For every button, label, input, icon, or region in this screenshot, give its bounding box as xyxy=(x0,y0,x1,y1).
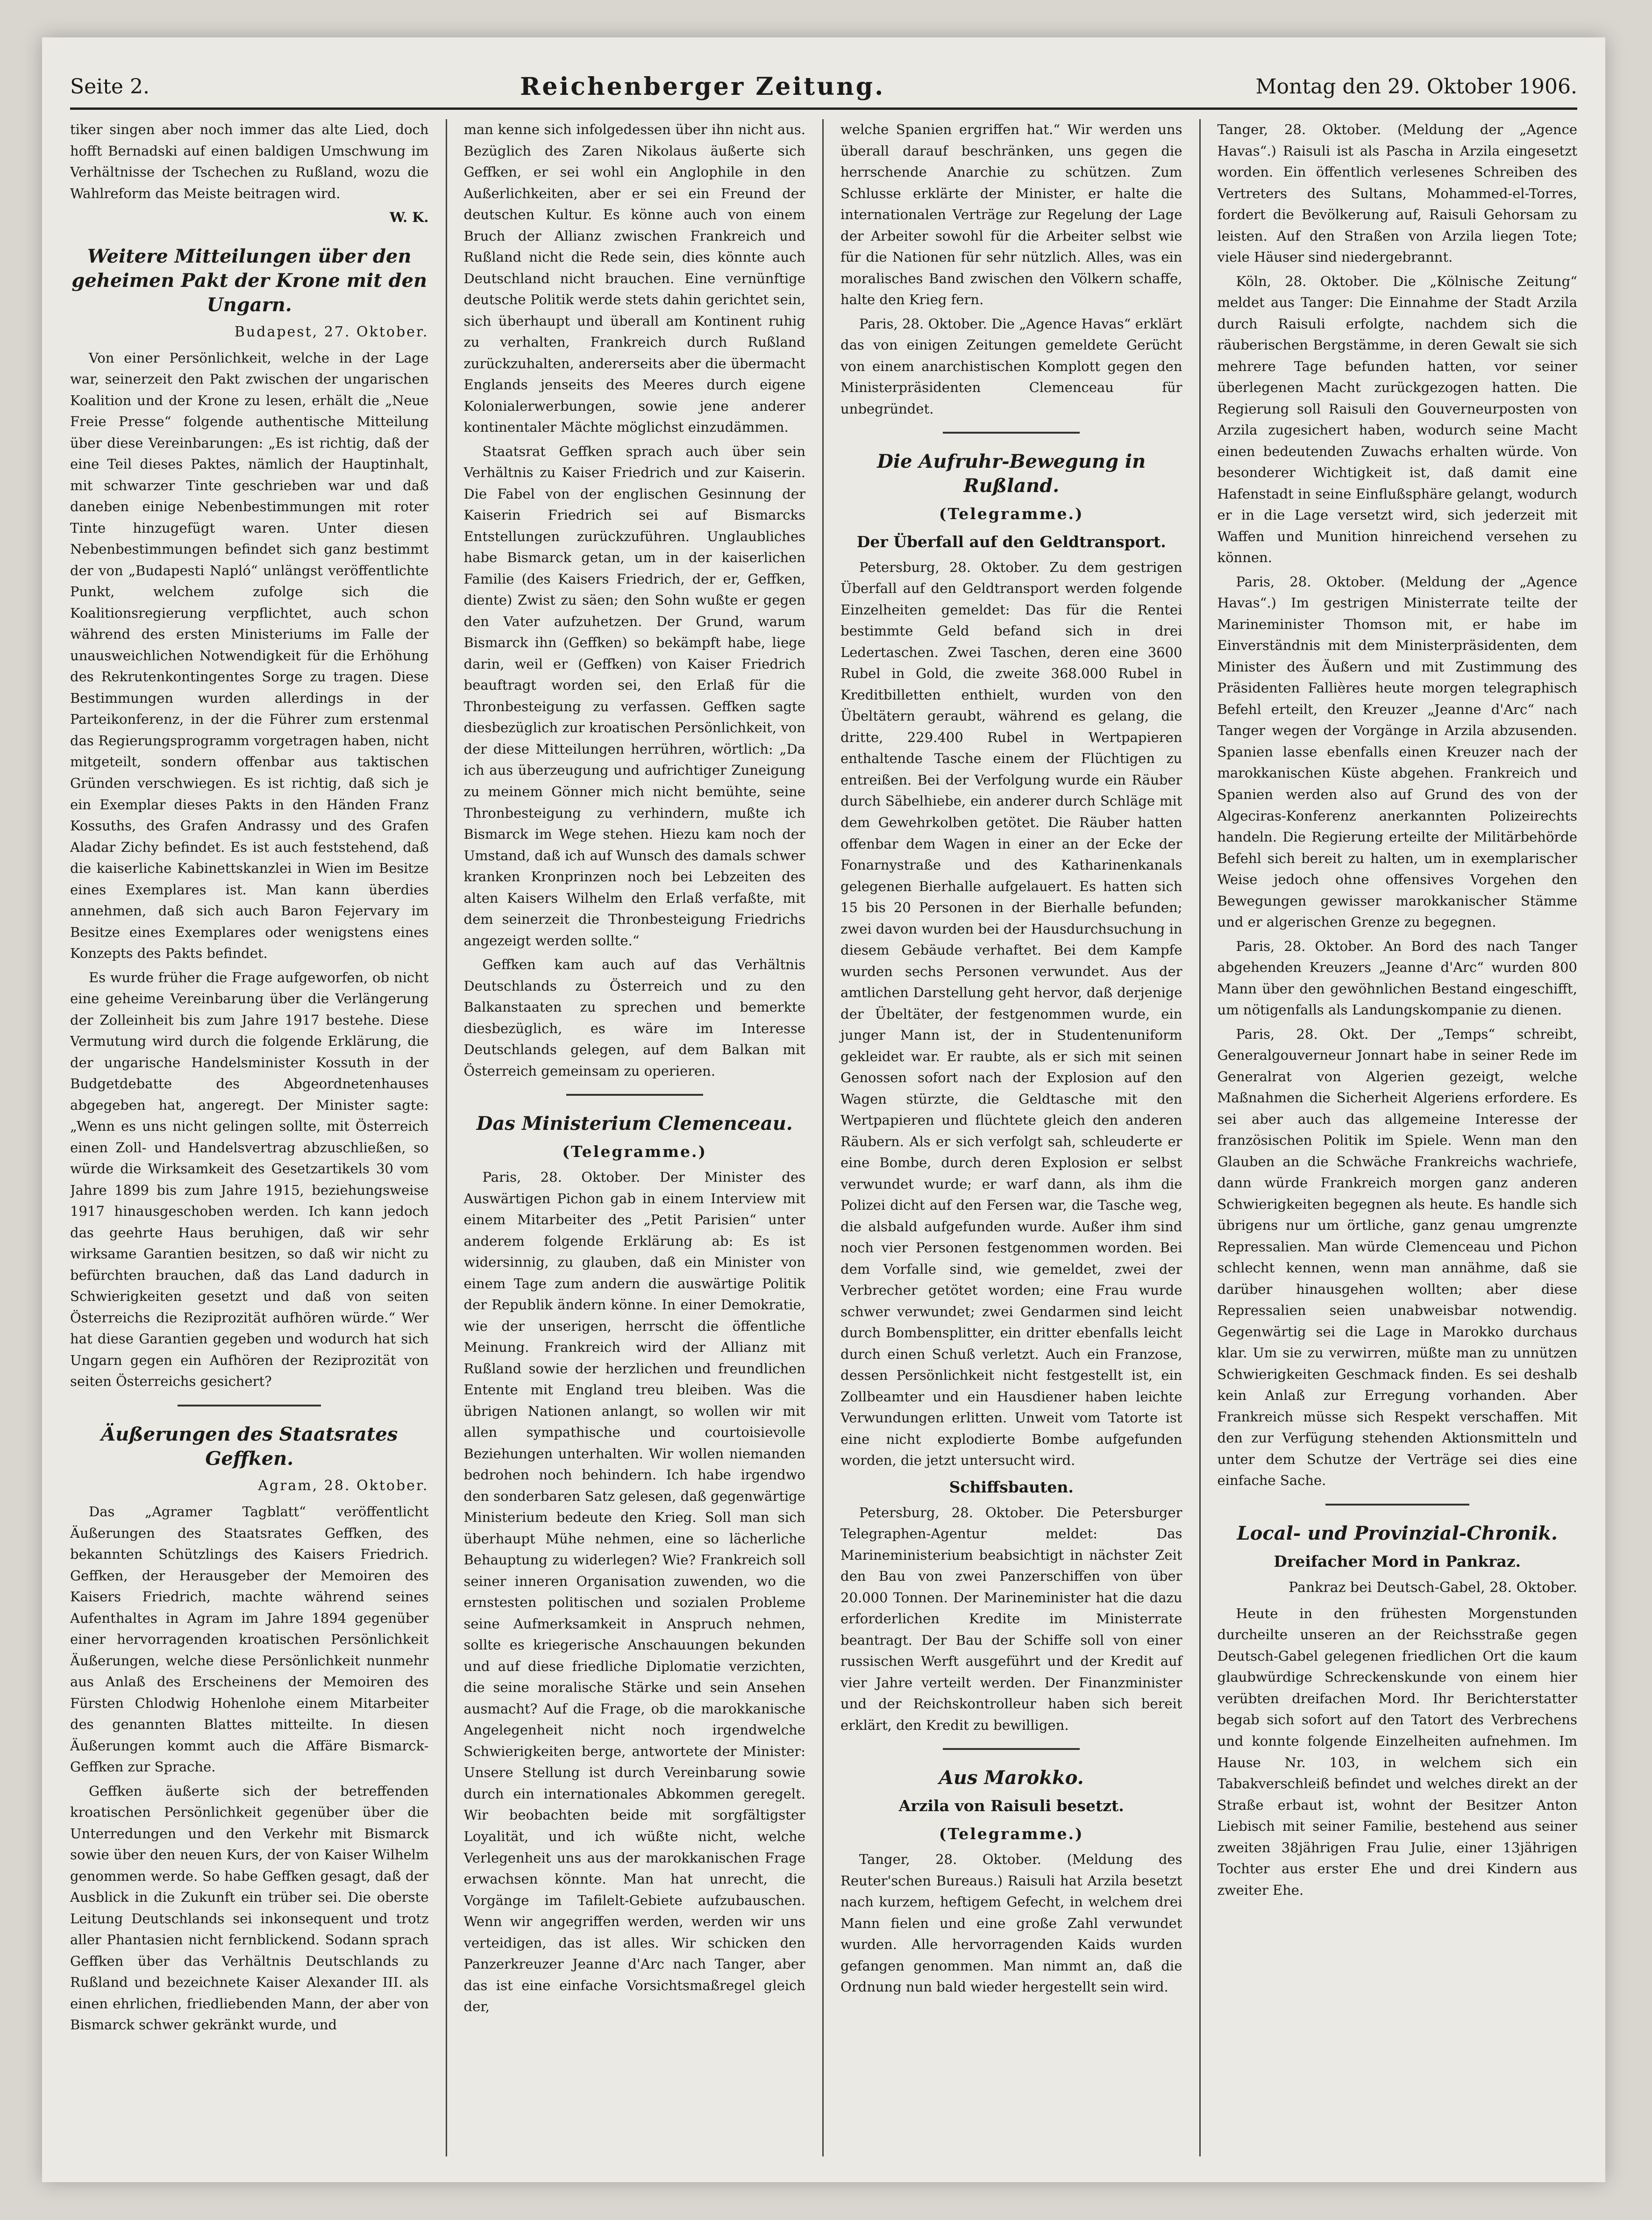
column-4 xyxy=(1201,119,1578,2156)
paragraph: Geffken kam auch auf das Verhältnis Deutschlands zu Österreich und zu den Balkanstaaten zu sprechen und bemerkte diesbezüglich, es wäre im Interesse Deutschlands gelegen, auf dem Balkan mit Österreich gemeinsam zu operieren. xyxy=(463,957,805,1079)
column-1 xyxy=(70,119,447,2156)
page-number: Seite 2. xyxy=(70,74,150,99)
issue-date: Montag den 29. Oktober 1906. xyxy=(1255,74,1577,99)
headline: Äußerungen des Staatsrates Geffken. xyxy=(101,1423,398,1470)
paragraph: Paris, 28. Okt. Der „Temps“ schreibt, Generalgouverneur Jonnart habe in seiner Rede im Generalrat von Algerien gezeigt, welche Maßnahmen die Sicherheit Algeriens erfordere. Es sei aber auch das allgemeine Interesse der französischen Politik im Spiele. Wenn man den Glauben an die Schwäche Frankreichs wachriefe, dann würde Frankreich morgen ganz anderen Schwierigkeiten begegnen als heute. Es handle sich übrigens nur um örtliche, ganz genau umgrenzte Repressalien. Man würde Clemenceau und Pichon schlecht kennen, wenn man annähme, daß sie darüber hinausgehen wollten; aber diese Repressalien seien unabweisbar notwendig. Gegenwärtig sei die Lage in Marokko durchaus klar. Um sie zu verwirren, müßte man zu unnützen Schwierigkeiten Geschmack finden. Es sei deshalb kein Anlaß zur Erregung vorhanden. Aber Frankreich müsse sich Respekt verschaffen. Mit den zur Verfügung stehenden Aktionsmitteln und unter dem Schutze der Verträge sei dies eine einfache Sache. xyxy=(1217,1026,1577,1489)
dateline: Agram, 28. Oktober. xyxy=(258,1477,429,1494)
divider xyxy=(1325,1504,1469,1506)
divider xyxy=(943,1748,1080,1750)
masthead xyxy=(70,65,1577,110)
subheadline: (Telegramme.) xyxy=(939,505,1084,523)
paragraph: Paris, 28. Oktober. Die „Agence Havas“ erklärt das von einigen Zeitungen gemeldete Gerücht von einem anarchistischen Komplott gegen den Ministerpräsidenten Clemenceau für unbegründet. xyxy=(840,315,1182,417)
paragraph: Das „Agramer Tagblatt“ veröffentlicht Äußerungen des Staatsrates Geffken, des bekannten Schützlings des Kaisers Friedrich. Geffken, der Herausgeber der Memoiren des Kaisers Friedrich, machte während seines Aufenthaltes in Agram im Jahre 1894 gegenüber einer hervorragenden kroatischen Persönlichkeit Äußerungen, welche diese Persönlichkeit nunmehr aus Anlaß des Erscheinens der Memoiren des Fürsten Chlodwig Hohenlohe einem Mitarbeiter des genannten Blattes mitteilte. In diesen Äußerungen kommt auch die Affäre Bismarck-Geffken zur Sprache. xyxy=(70,1504,429,1775)
author-signature: W. K. xyxy=(389,209,429,226)
paragraph: Staatsrat Geffken sprach auch über sein Verhältnis zu Kaiser Friedrich und zur Kaiserin. Die Fabel von der englischen Gesinnung der Kaiserin Friedrich sei auf Bismarcks Entstellungen zurückzuführen. Unglaubliches habe Bismarck getan, um in der kaiserlichen Familie (des Kaisers Friedrich, der er, Geffken, diente) Zwist zu säen; den Sohn wußte er gegen den Vater aufzuhetzen. Der Grund, warum Bismarck ihn (Geffken) so bekämpft habe, liege darin, weil er (Geffken) von Kaiser Friedrich beauftragt worden sei, den Erlaß für die Thronbesteigung zu verfassen. Geffken sagte diesbezüglich zur kroatischen Persönlichkeit, von der diese Mitteilungen herrühren, wörtlich: „Da ich aus überzeugung und aufrichtiger Zuneigung zu meinem Gönner mich nicht bemühte, seine Thronbesteigung zu verhindern, mußte ich Bismarck im Wege stehen. Hiezu kam noch der Umstand, daß ich auf Wunsch des damals schwer kranken Kronprinzen noch bei Lebzeiten des alten Kaisers Wilhelm den Erlaß verfaßte, mit dem seinerzeit die Thronbesteigung Friedrichs angezeigt werden sollte.“ xyxy=(463,443,805,949)
paragraph: Tanger, 28. Oktober. (Meldung des Reuter'schen Bureaus.) Raisuli hat Arzila besetzt nach kurzem, heftigem Gefecht, in welchem drei Mann fielen und eine große Zahl verwundet wurden. Alle hervorragenden Kaids wurden gefangen genommen. Man nimmt an, daß die Ordnung nun bald wieder hergestellt sein wird. xyxy=(840,1851,1182,1995)
dateline: Pankraz bei Deutsch-Gabel, 28. Oktober. xyxy=(1289,1579,1577,1596)
newspaper-title: Reichenberger Zeitung. xyxy=(520,72,885,101)
paragraph: Geffken äußerte sich der betreffenden kroatischen Persönlichkeit gegenüber über die Unterredungen und den Verkehr mit Bismarck sowie über den neuen Kurs, der von Kaiser Wilhelm genommen werde. So habe Geffken gesagt, daß der Ausblick in die Zukunft ein trüber sei. Die oberste Leitung Deutschlands sei inkonsequent und trotz aller Phantasien nicht fernblickend. Sodann sprach Geffken über das Verhältnis Deutschlands zu Rußland und bezeichnete Kaiser Alexander III. als einen ehrlichen, friedliebenden Mann, der aber von Bismarck schwer gekränkt wurde, und xyxy=(70,1783,429,2033)
newspaper-page xyxy=(42,37,1605,2182)
headline: Weitere Mitteilungen über den geheimen Pakt der Krone mit den Ungarn. xyxy=(71,245,427,316)
paragraph: man kenne sich infolgedessen über ihn nicht aus. Bezüglich des Zaren Nikolaus äußerte sich Geffken, er sei wohl ein Anglophile in den Außerlichkeiten, aber er sei ein Freund der deutschen Kultur. Es könne auch von einem Bruch der Allianz zwischen Frankreich und Rußland nicht die Rede sein, dies könnte auch Deutschland nicht brauchen. Eine vernünftige deutsche Politik werde stets dahin gerichtet sein, sich überhaupt und überall am Kontinent ruhig zu verhalten, Frankreich durch Rußland zurückzuhalten, andererseits aber die übermacht Englands jenseits des Meeres durch eigene Kolonialerwerbungen, sowie jene anderer kontinentaler Mächte möglichst einzudämmen. xyxy=(463,121,805,435)
divider xyxy=(943,432,1080,434)
paragraph: welche Spanien ergriffen hat.“ Wir werden uns überall darauf beschränken, uns gegen die herrschende Anarchie zu schützen. Zum Schlusse erklärte der Minister, er halte die internationalen Verträge zur Regelung der Lage der Arbeiter sowohl für die Arbeiter selbst wie für die Nationen für sehr nützlich. Alles, was ein moralisches Band zwischen den Völkern schaffe, halte den Krieg fern. xyxy=(840,121,1182,308)
subheadline: (Telegramme.) xyxy=(562,1142,707,1161)
paragraph: Petersburg, 28. Oktober. Zu dem gestrigen Überfall auf den Geldtransport werden folgende Einzelheiten gemeldet: Das für die Rentei bestimmte Geld befand sich in drei Ledertaschen. Zwei Taschen, deren eine 3600 Rubel in Gold, die zweite 368.000 Rubel in Kreditbilletten enthielt, wurden von den Übeltätern geraubt, während es gelang, die dritte, 229.400 Rubel in Wertpapieren enthaltende Tasche einem der Flüchtigen zu entreißen. Bei der Verfolgung wurde ein Räuber durch Säbelhiebe, ein anderer durch Schläge mit dem Gewehrkolben getötet. Die Räuber hatten offenbar dem Wagen in einer an der Ecke der Fonarnystraße und des Katharinenkanals gelegenen Bierhalle aufgelauert. Es hatten sich 15 bis 20 Personen in der Bierhalle befunden; zwei davon wurden bei der Hausdurchsuchung in diesem Gebäude verhaftet. Bei dem Kampfe wurden sechs Personen verwundet. Aus der amtlichen Darstellung geht hervor, daß derjenige der Übeltäter, der festgenommen wurde, ein junger Mann ist, der in Studentenuniform gekleidet war. Er raubte, als er sich mit seinen Genossen sofort nach der Explosion auf den Wagen stürzte, die Geldtasche mit den Wertpapieren und flüchtete gleich den anderen Räubern. Als er sich verfolgt sah, schleuderte er eine Bombe, durch deren Explosion er selbst verwundet wurde; er warf dann, als ihm die Polizei dicht auf den Fersen war, die Tasche weg, die alsbald aufgefunden wurde. Außer ihm sind noch vier Personen festgenommen worden. Bei dem Vorfalle sind, wie gemeldet, zwei der Verbrecher getötet worden; eine Frau wurde schwer verwundet; zwei Gendarmen sind leicht durch Bombensplitter, ein dritter ebenfalls leicht durch einen Schuß verletzt. Auch ein Franzose, dessen Persönlichkeit nicht festgestellt ist, ein Zollbeamter und ein Hausdiener haben leichte Verwundungen erlitten. Unweit vom Tatorte ist eine nicht explodierte Bombe aufgefunden worden, die jetzt untersucht wird. xyxy=(840,559,1182,1469)
headline: Aus Marokko. xyxy=(939,1767,1084,1789)
paragraph: Heute in den frühesten Morgenstunden durcheilte unseren an der Reichsstraße gegen Deutsch-Gabel gelegenen friedlichen Ort die kaum glaubwürdige Schreckenskunde von einem hier verübten dreifachen Mord. Ihr Berichterstatter begab sich sofort auf den Tatort des Verbrechens und konnte folgende Einzelheiten aufnehmen. Im Hause Nr. 103, in welchem sich ein Tabakverschleiß befindet und welches direkt an der Straße erbaut ist, wohnt der Besitzer Anton Liebisch mit seiner Familie, bestehend aus seiner zweiten 38jährigen Frau Julie, einer 13jährigen Tochter aus erster Ehe und drei Kindern aus zweiter Ehe. xyxy=(1217,1605,1577,1898)
column-2 xyxy=(447,119,824,2156)
divider xyxy=(178,1405,321,1406)
headline: Das Ministerium Clemenceau. xyxy=(476,1113,793,1135)
paragraph: tiker singen aber noch immer das alte Lied, doch hofft Bernadski auf einen baldigen Umschwung im Verhältnisse der Tschechen zu Rußland, wozu die Wahlreform das Meiste beitragen wird. xyxy=(70,121,429,201)
paragraph: Köln, 28. Oktober. Die „Kölnische Zeitung“ meldet aus Tanger: Die Einnahme der Stadt Arzila durch Raisuli erfolgte, nachdem sich die räuberischen Bergstämme, in deren Gewalt sie sich mehrere Tage befunden hatten, vor seiner überlegenen Macht zurückgezogen hatten. Die Regierung soll Raisuli den Gouverneurposten von Arzila zugesichert haben, wodurch seine Macht einen bedeutenden Zuwachs erhalten würde. Von besonderer Wichtigkeit ist, daß damit eine Hafenstadt in seine Einflußsphäre gelangt, wodurch er in die Lage versetzt wird, sich jederzeit mit Waffen und Munition hinreichend versehen zu können. xyxy=(1217,273,1577,566)
subheadline: Der Überfall auf den Geldtransport. xyxy=(856,533,1166,551)
headline: Local- und Provinzial-Chronik. xyxy=(1237,1522,1558,1544)
subheadline: Dreifacher Mord in Pankraz. xyxy=(1274,1552,1521,1570)
column-3 xyxy=(824,119,1201,2156)
subheadline: Schiffsbauten. xyxy=(949,1478,1074,1496)
article-columns xyxy=(70,119,1577,2156)
paragraph: Paris, 28. Oktober. (Meldung der „Agence Havas“.) Im gestrigen Ministerrate teilte der Marineminister Thomson mit, er habe im Einverständnis mit dem Ministerpräsidenten, dem Minister des Äußern und mit Zustimmung des Präsidenten Fallières heute morgen telegraphisch Befehl erteilt, den Kreuzer „Jeanne d'Arc“ nach Tanger wegen der Vorgänge in Arzila abzusenden. Spanien lasse ebenfalls einen Kreuzer nach der marokkanischen Küste abgehen. Frankreich und Spanien werden also auf Grund des von der Algeciras-Konferenz anerkannten Polizeirechts handeln. Die Regierung erteilte der Militärbehörde Befehl sich bereit zu halten, um in exemplarischer Weise jedoch ohne offensives Vorgehen den Bewegungen gewisser marokkanischer Stämme und er algerischen Grenze zu begegnen. xyxy=(1217,573,1577,930)
headline: Die Aufruhr-Bewegung in Rußland. xyxy=(877,450,1146,497)
subheadline: Arzila von Raisuli besetzt. xyxy=(898,1797,1124,1815)
paragraph: Petersburg, 28. Oktober. Die Petersburger Telegraphen-Agentur meldet: Das Marineministerium beabsichtigt in nächster Zeit den Bau von zwei Panzerschiffen von über 20.000 Tonnen. Der Marineminister hat die dazu erforderlichen Kredite im Ministerrate beantragt. Der Bau der Schiffe soll von einer russischen Werft ausgeführt und der Kredit auf vier Jahre verteilt werden. Der Finanzminister und der Reichskontrolleur haben sich bereit erklärt, den Kredit zu bewilligen. xyxy=(840,1504,1182,1733)
paragraph: Es wurde früher die Frage aufgeworfen, ob nicht eine geheime Vereinbarung über die Verlängerung der Zolleinheit bis zum Jahre 1917 bestehe. Diese Vermutung wird durch die folgende Erklärung, die der ungarische Handelsminister Kossuth in der Budgetdebatte des Abgeordnetenhauses abgegeben hat, angeregt. Der Minister sagte: „Wenn es uns nicht gelingen sollte, mit Österreich einen Zoll- und Handelsvertrag abzuschließen, so würde die Wirksamkeit des Gesetzartikels 30 vom Jahre 1899 bis zum Jahre 1915, beziehungsweise 1917 hinausgeschoben werden. Ich kann jedoch das geehrte Haus beruhigen, daß wir sehr wirksame Garantien besitzen, so daß wir nicht zu befürchten brauchen, daß das Land dadurch in Schwierigkeiten gesetzt und daß von seiten Österreichs die Reziprozität aufhören würde.“ Wer hat diese Garantien gegeben und wodurch hat sich Ungarn gegen ein Aufhören der Reziprozität von seiten Österreichs gesichert? xyxy=(70,969,429,1390)
paragraph: Von einer Persönlichkeit, welche in der Lage war, seinerzeit den Pakt zwischen der ungarischen Koalition und der Krone zu lesen, erhält die „Neue Freie Presse“ folgende authentische Mitteilung über diese Vereinbarungen: „Es ist richtig, daß der eine Teil dieses Paktes, nämlich der Hauptinhalt, mit schwarzer Tinte geschrieben war und daß daneben einige Nebenbestimmungen mit roter Tinte hinzugefügt waren. Unter diesen Nebenbestimmungen befindet sich ganz bestimmt der von „Budapesti Napló“ unlängst veröffentlichte Punkt, welchem zufolge sich die Koalitionsregierung verpflichtet, auch schon während des ersten Ministeriums im Falle der unausweichlichen Notwendigkeit für die Erhöhung des Rekrutenkontingentes Sorge zu tragen. Diese Bestimmungen wurden allerdings in der Parteikonferenz, in der die Führer zum erstenmal das Regierungsprogramm vorgetragen haben, nicht mitgeteilt, sondern offenbar aus taktischen Gründen verschwiegen. Es ist richtig, daß sich je ein Exemplar dieses Pakts in den Händen Franz Kossuths, des Grafen Andrassy und des Grafen Aladar Zichy befindet. Es ist auch feststehend, daß die kaiserliche Kabinettskanzlei in Wien im Besitze eines Exemplares ist. Man kann überdies annehmen, daß sich auch Baron Fejervary im Besitze eines Exemplares oder wenigstens eines Konzepts des Pakts befindet. xyxy=(70,350,429,962)
paragraph: Tanger, 28. Oktober. (Meldung der „Agence Havas“.) Raisuli ist als Pascha in Arzila eingesetzt worden. Ein öffentlich verlesenes Schreiben des Vertreters des Sultans, Mohammed-el-Torres, fordert die Bevölkerung auf, Raisuli Gehorsam zu leisten. Auf den Straßen von Arzila liegen Tote; viele Häuser sind niedergebrannt. xyxy=(1217,121,1577,265)
dateline: Budapest, 27. Oktober. xyxy=(234,323,429,340)
paragraph: Paris, 28. Oktober. An Bord des nach Tanger abgehenden Kreuzers „Jeanne d'Arc“ wurden 800 Mann über den gewöhnlichen Bestand eingeschifft, um nötigenfalls als Landungskompanie zu dienen. xyxy=(1217,938,1577,1018)
divider xyxy=(566,1094,703,1096)
subheadline: (Telegramme.) xyxy=(939,1825,1084,1843)
paragraph: Paris, 28. Oktober. Der Minister des Auswärtigen Pichon gab in einem Interview mit einem Mitarbeiter des „Petit Parisien“ unter anderem folgende Erklärung ab: Es ist widersinnig, zu glauben, daß ein Minister von einem Tage zum andern die auswärtige Politik der Republik ändern könne. In einer Demokratie, wie der unserigen, herrscht die öffentliche Meinung. Frankreich wird der Allianz mit Rußland sowie der herzlichen und freundlichen Entente mit England treu bleiben. Was die übrigen Nationen anlangt, so wollen wir mit allen sympathische und courtoisievolle Beziehungen unterhalten. Wir wollen niemanden bedrohen noch behindern. Ich habe irgendwo den sonderbaren Satz gelesen, daß gegenwärtige Ministerium bedeute den Krieg. Soll man sich überhaupt Mühe nehmen, eine so lächerliche Behauptung zu widerlegen? Wie? Frankreich soll seiner inneren Organisation zuwenden, wo die ernstesten politischen und sozialen Probleme seine Aufmerksamkeit in Anspruch nehmen, sollte es kriegerische Anschauungen bekunden und auf diese friedliche Diplomatie verzichten, die seine moralische Stärke und sein Ansehen ausmacht? Auf die Frage, ob die marokkanische Angelegenheit nicht noch irgendwelche Schwierigkeiten berge, antwortete der Minister: Unsere Stellung ist durch Vereinbarung sowie durch ein internationales Abkommen geregelt. Wir beobachten beide mit sorgfältigster Loyalität, und ich wüßte nicht, welche Verlegenheit uns aus der marokkanischen Frage erwachsen könnte. Man hat unrecht, die Vorgänge im Tafilelt-Gebiete aufzubauschen. Wenn wir angegriffen werden, werden wir uns verteidigen, das ist alles. Wir schicken den Panzerkreuzer Jeanne d'Arc nach Tanger, aber das ist eine einfache Vorsichtsmaßregel gleich der, xyxy=(463,1169,805,2015)
